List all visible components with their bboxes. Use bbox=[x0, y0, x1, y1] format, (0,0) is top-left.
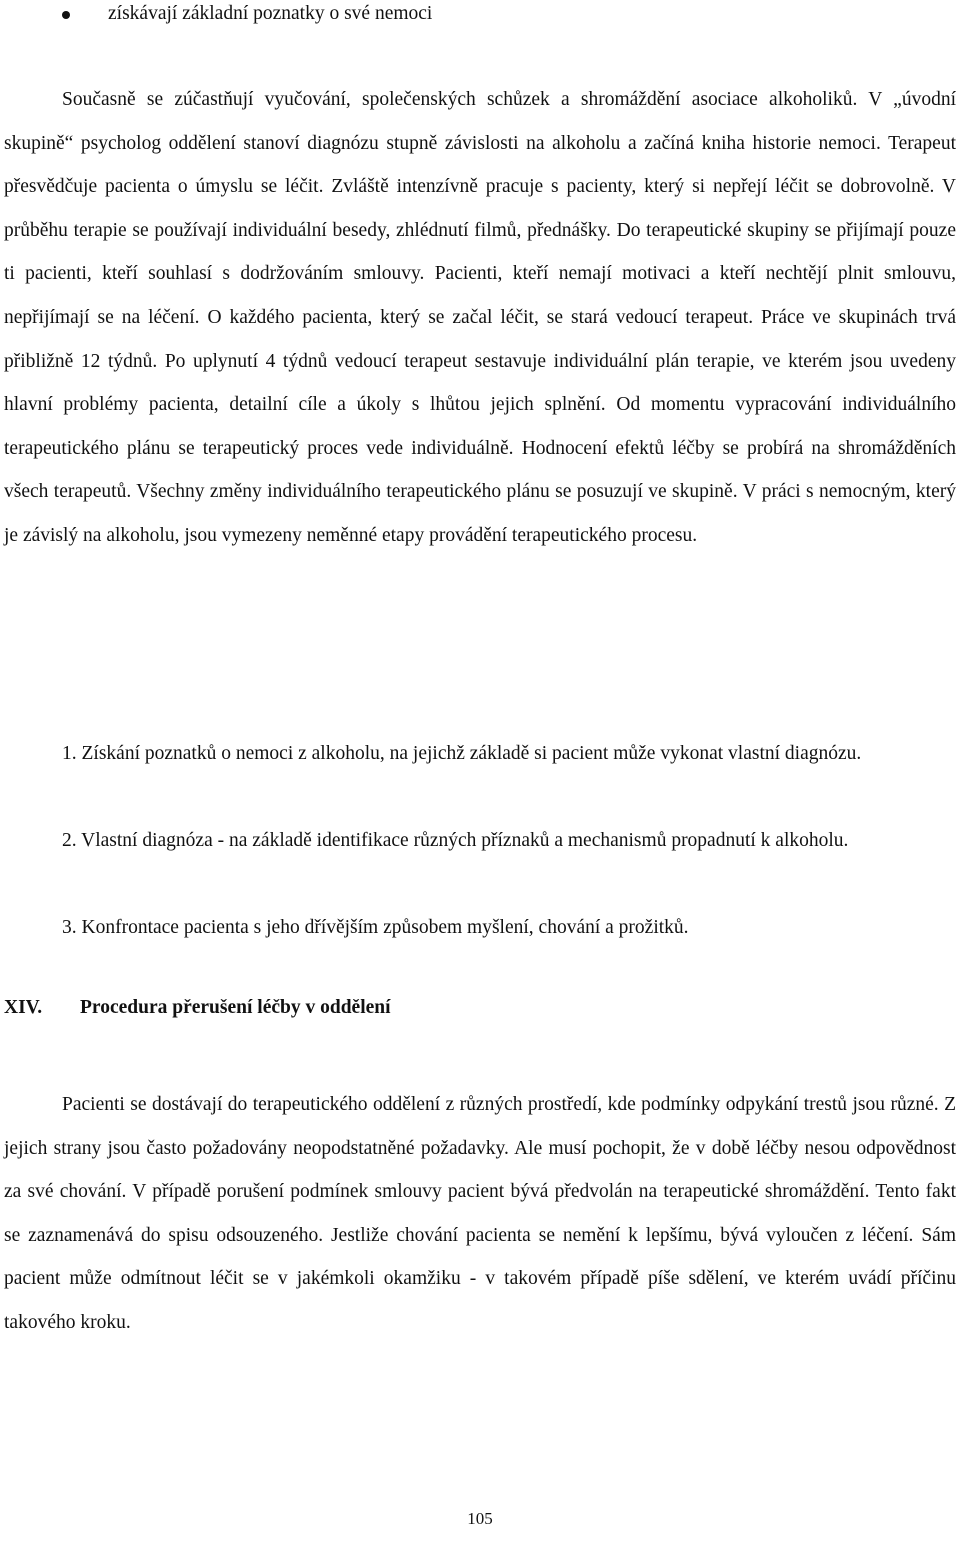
list-item-3: 3. Konfrontace pacienta s jeho dřívějším způsobem myšlení, chování a prožitků. bbox=[62, 917, 689, 938]
paragraph-body-1: Současně se zúčastňují vyučování, společenských schůzek a shromáždění asociace alkoholiků. V „úvodní skupině“ psycholog oddělení stanoví diagnózu stupně závislosti na alkoholu a začíná kniha historie nemoci. Terapeut přesvědčuje pacienta o úmyslu se léčit. Zvláště intenzívně pracuje s pacienty, který si nepřejí léčit se dobrovolně. V průběhu terapie se používají individuální besedy, zhlédnutí filmů, přednášky. Do terapeutické skupiny se přijímají pouze ti pacienti, kteří souhlasí s dodržováním smlouvy. Pacienti, kteří nemají motivaci a kteří nechtějí plnit smlouvu, nepřijímají se na léčení. O každého pacienta, který se začal léčit, se stará vedoucí terapeut. Práce ve skupinách trvá přibližně 12 týdnů. Po uplynutí 4 týdnů vedoucí terapeut sestavuje individuální plán terapie, ve kterém jsou uvedeny hlavní problémy pacienta, detailní cíle a úkoly s lhůtou jejich splnění. Od momentu vypracování individuálního terapeutického plánu se terapeutický proces vede individuálně. Hodnocení efektů léčby se probírá na shromážděních všech terapeutů. Všechny změny individuálního terapeutického plánu se posuzují ve skupině. V práci s nemocným, který je závislý na alkoholu, jsou vymezeny neměnné etapy provádění terapeutického procesu. bbox=[4, 89, 956, 546]
section-title: Procedura přerušení léčby v oddělení bbox=[80, 997, 391, 1018]
section-heading bbox=[4, 997, 391, 1019]
bullet-icon bbox=[62, 11, 70, 19]
paragraph-body-2: Pacienti se dostávají do terapeutického oddělení z různých prostředí, kde podmínky odpykání trestů jsou různé. Z jejich strany jsou často požadovány neopodstatněné požadavky. Ale musí pochopit, že v době léčby nesou odpovědnost za své chování. V případě porušení podmínek smlouvy pacient bývá předvolán na terapeutické shromáždění. Tento fakt se zaznamenává do spisu odsouzeného. Jestliže chování pacienta se nemění k lepšímu, bývá vyloučen z léčení. Sám pacient může odmítnout léčit se v jakémkoli okamžiku - v takovém případě píše sdělení, ve kterém uvádí příčinu takového kroku. bbox=[4, 1094, 956, 1333]
list-item-1: 1. Získání poznatků o nemoci z alkoholu, na jejichž základě si pacient může vykonat vlastní diagnózu. bbox=[62, 743, 862, 764]
document-page bbox=[4, 0, 956, 1543]
bullet-text: získávají základní poznatky o své nemoci bbox=[108, 3, 433, 24]
list-item-2: 2. Vlastní diagnóza - na základě identifikace různých příznaků a mechanismů propadnutí k alkoholu. bbox=[62, 830, 849, 851]
page-number: 105 bbox=[467, 1509, 493, 1528]
section-number: XIV. bbox=[4, 997, 43, 1018]
